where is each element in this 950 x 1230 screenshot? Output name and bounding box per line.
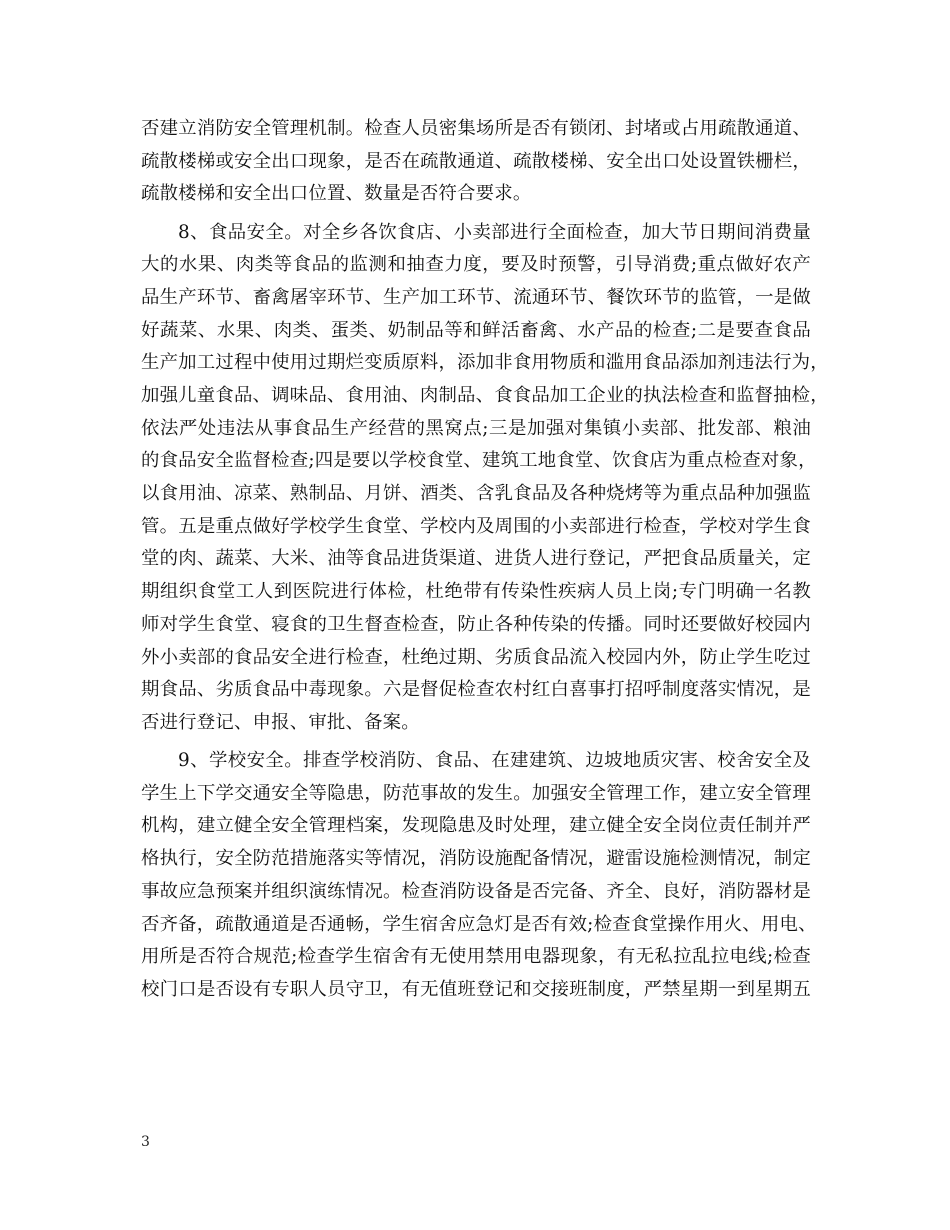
text-line: 以食用油、凉菜、熟制品、月饼、酒类、含乳食品及各种烧烤等为重点品种加强监 xyxy=(141,483,811,505)
text-line: 否建立消防安全管理机制。检查人员密集场所是否有锁闭、封堵或占用疏散通道、 xyxy=(141,118,811,139)
text-line: 否进行登记、申报、审批、备案。 xyxy=(141,711,420,733)
paragraph-school-safety xyxy=(141,745,817,1007)
text-line: 用所是否符合规范;检查学生宿舍有无使用禁用电器现象，有无私拉乱拉电线;检查 xyxy=(141,946,811,968)
text-line: 9、学校安全。排查学校消防、食品、在建建筑、边坡地质灾害、校舍安全及 xyxy=(178,750,811,772)
body-text xyxy=(141,113,829,1007)
text-line: 师对学生食堂、寝食的卫生督查检查，防止各种传染的传播。同时还要做好校园内 xyxy=(141,613,811,635)
text-line: 品生产环节、畜禽屠宰环节、生产加工环节、流通环节、餐饮环节的监管，一是做 xyxy=(141,286,811,308)
text-line: 外小卖部的食品安全进行检查，杜绝过期、劣质食品流入校园内外，防止学生吃过 xyxy=(141,646,811,668)
text-line: 机构，建立健全安全管理档案，发现隐患及时处理，建立健全安全岗位责任制并严 xyxy=(141,815,811,837)
text-line: 学生上下学交通安全等隐患，防范事故的发生。加强安全管理工作，建立安全管理 xyxy=(141,782,811,804)
text-line: 校门口是否设有专职人员守卫，有无值班登记和交接班制度，严禁星期一到星期五 xyxy=(141,978,811,1000)
page-number: 3 xyxy=(141,1134,150,1150)
text-line: 加强儿童食品、调味品、食用油、肉制品、食食品加工企业的执法检查和监督抽检， xyxy=(141,385,829,406)
text-line: 疏散楼梯或安全出口现象，是否在疏散通道、疏散楼梯、安全出口处设置铁栅栏， xyxy=(141,150,811,172)
text-line: 好蔬菜、水果、肉类、蛋类、奶制品等和鲜活畜禽、水产品的检查;二是要查食品 xyxy=(141,319,811,341)
text-line: 事故应急预案并组织演练情况。检查消防设备是否完备、齐全、良好，消防器材是 xyxy=(141,880,811,902)
text-line: 管。五是重点做好学校学生食堂、学校内及周围的小卖部进行检查，学校对学生食 xyxy=(141,515,811,537)
text-line: 大的水果、肉类等食品的监测和抽查力度，要及时预警，引导消费;重点做好农产 xyxy=(141,254,811,276)
text-line: 生产加工过程中使用过期烂变质原料，添加非食用物质和滥用食品添加剂违法行为， xyxy=(141,352,829,374)
paragraph-food-safety xyxy=(141,217,829,740)
paragraph-fire-safety-continued xyxy=(141,113,811,211)
text-line: 期食品、劣质食品中毒现象。六是督促检查农村红白喜事打招呼制度落实情况，是 xyxy=(141,679,811,701)
text-line: 否齐备，疏散通道是否通畅，学生宿舍应急灯是否有效;检查食堂操作用火、用电、 xyxy=(141,913,817,935)
text-line: 依法严处违法从事食品生产经营的黑窝点;三是加强对集镇小卖部、批发部、粮油 xyxy=(141,417,811,439)
text-line: 期组织食堂工人到医院进行体检，杜绝带有传染性疾病人员上岗;专门明确一名教 xyxy=(141,581,811,603)
text-line: 8、食品安全。对全乡各饮食店、小卖部进行全面检查，加大节日期间消费量 xyxy=(178,221,811,243)
text-line: 的食品安全监督检查;四是要以学校食堂、建筑工地食堂、饮食店为重点检查对象， xyxy=(141,450,817,472)
text-line: 格执行，安全防范措施落实等情况，消防设施配备情况，避雷设施检测情况，制定 xyxy=(141,848,811,870)
text-line: 堂的肉、蔬菜、大米、油等食品进货渠道、进货人进行登记，严把食品质量关，定 xyxy=(141,548,811,570)
text-line: 疏散楼梯和安全出口位置、数量是否符合要求。 xyxy=(141,183,532,205)
